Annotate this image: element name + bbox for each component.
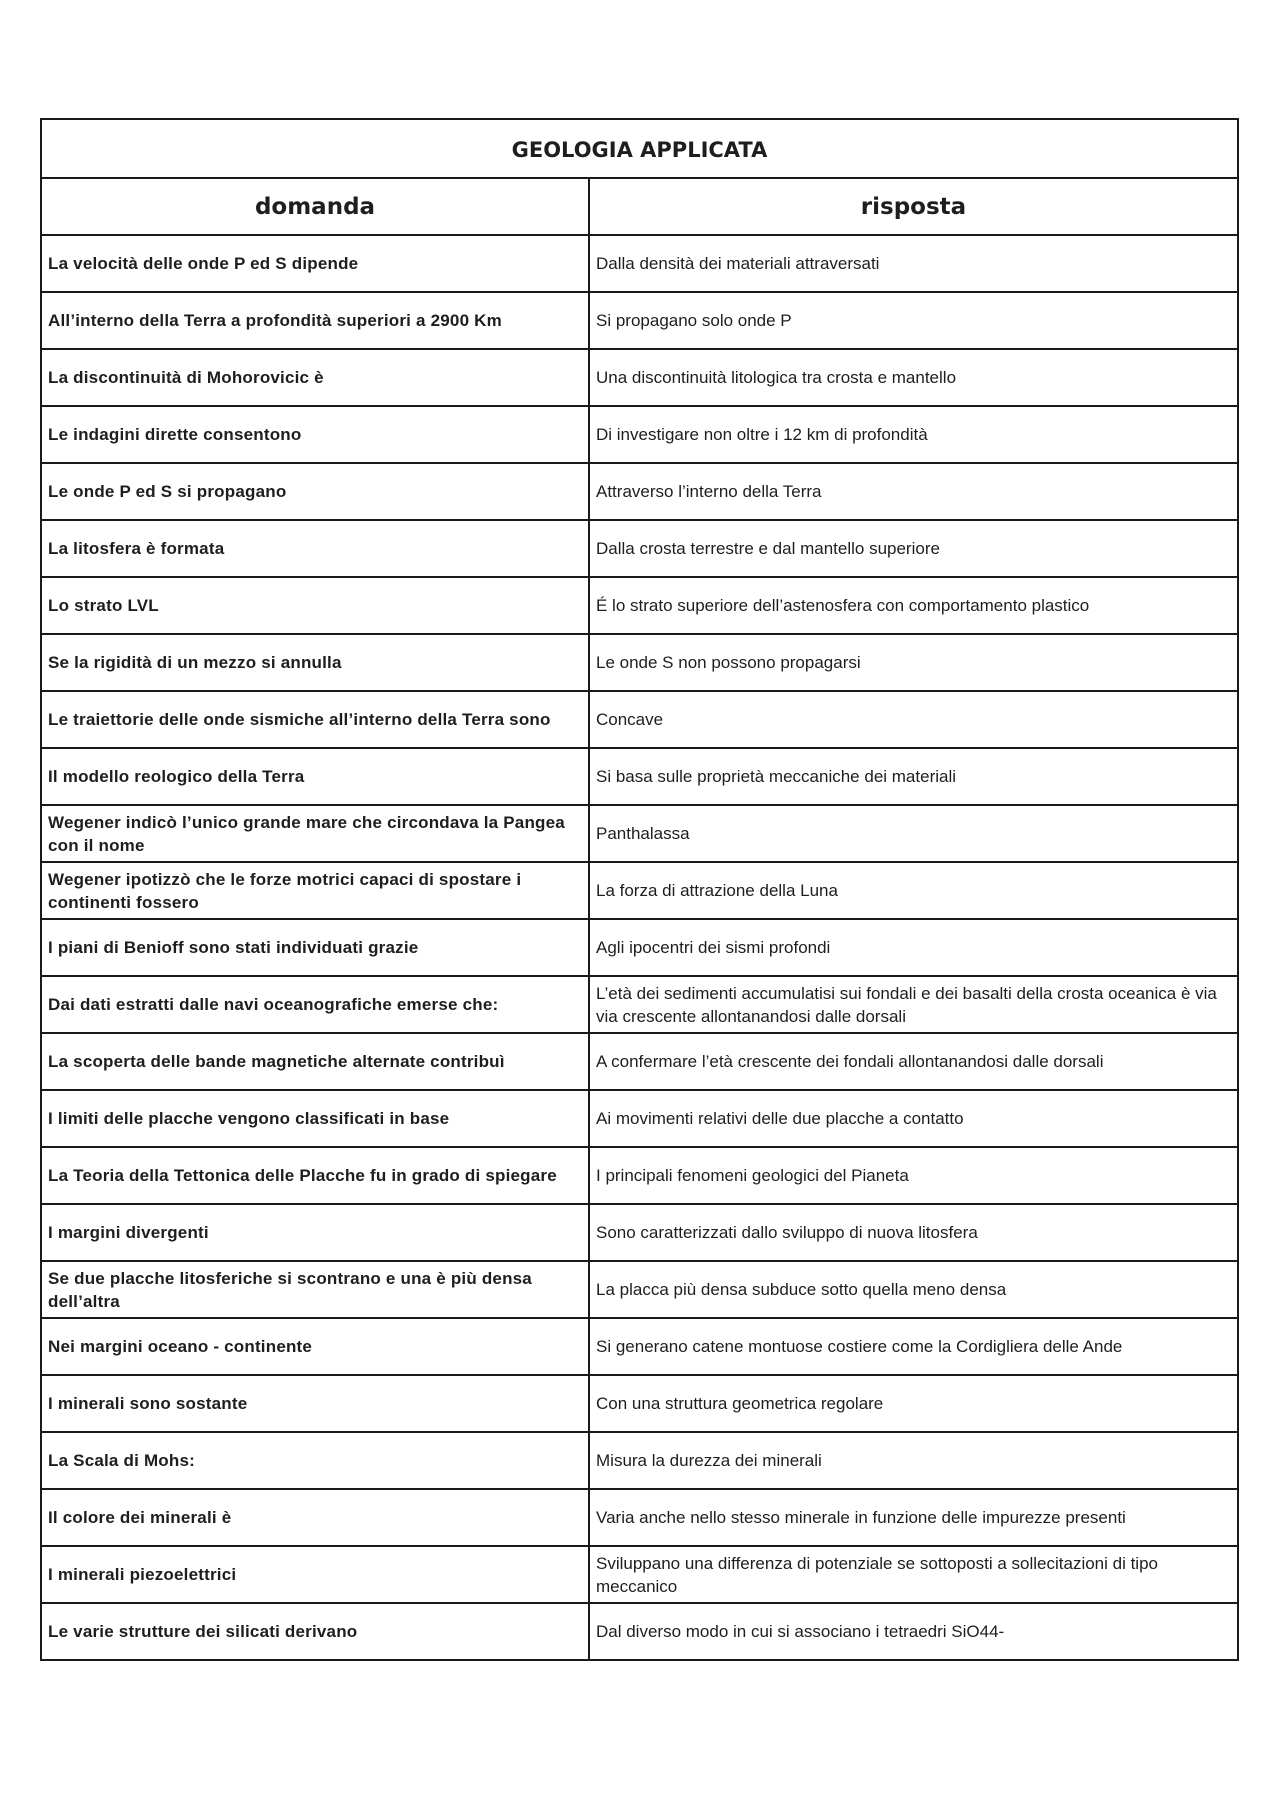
table-header-row: [41, 178, 1238, 235]
answer-cell: Si generano catene montuose costiere come la Cordigliera delle Ande: [589, 1318, 1238, 1375]
question-cell: Le varie strutture dei silicati derivano: [41, 1603, 589, 1660]
question-cell: La Scala di Mohs:: [41, 1432, 589, 1489]
answer-cell: Si basa sulle proprietà meccaniche dei materiali: [589, 748, 1238, 805]
question-cell: Wegener ipotizzò che le forze motrici capaci di spostare i continenti fossero: [41, 862, 589, 919]
table-title-row: [41, 119, 1238, 178]
table-row: [41, 1603, 1238, 1660]
answer-cell: Dalla crosta terrestre e dal mantello superiore: [589, 520, 1238, 577]
table-row: [41, 520, 1238, 577]
question-cell: Wegener indicò l’unico grande mare che circondava la Pangea con il nome: [41, 805, 589, 862]
question-cell: I piani di Benioff sono stati individuati grazie: [41, 919, 589, 976]
table-row: [41, 748, 1238, 805]
table-row: [41, 691, 1238, 748]
answer-cell: La forza di attrazione della Luna: [589, 862, 1238, 919]
answer-cell: Sviluppano una differenza di potenziale se sottoposti a sollecitazioni di tipo meccanico: [589, 1546, 1238, 1603]
header-question: domanda: [41, 178, 589, 235]
table-row: [41, 1489, 1238, 1546]
question-cell: I margini divergenti: [41, 1204, 589, 1261]
answer-cell: Dal diverso modo in cui si associano i tetraedri SiO44-: [589, 1603, 1238, 1660]
table-row: [41, 1090, 1238, 1147]
answer-cell: Si propagano solo onde P: [589, 292, 1238, 349]
question-cell: Se la rigidità di un mezzo si annulla: [41, 634, 589, 691]
qa-table: [40, 118, 1239, 1661]
table-row: [41, 463, 1238, 520]
answer-cell: Concave: [589, 691, 1238, 748]
answer-cell: Agli ipocentri dei sismi profondi: [589, 919, 1238, 976]
answer-cell: Panthalassa: [589, 805, 1238, 862]
table-row: [41, 1318, 1238, 1375]
header-answer: risposta: [589, 178, 1238, 235]
question-cell: La discontinuità di Mohorovicic è: [41, 349, 589, 406]
question-cell: Lo strato LVL: [41, 577, 589, 634]
answer-cell: Ai movimenti relativi delle due placche a contatto: [589, 1090, 1238, 1147]
answer-cell: É lo strato superiore dell’astenosfera con comportamento plastico: [589, 577, 1238, 634]
table-row: [41, 1204, 1238, 1261]
table-row: [41, 805, 1238, 862]
table-row: [41, 1546, 1238, 1603]
answer-cell: I principali fenomeni geologici del Pianeta: [589, 1147, 1238, 1204]
table-row: [41, 1147, 1238, 1204]
question-cell: La scoperta delle bande magnetiche alternate contribuì: [41, 1033, 589, 1090]
question-cell: Nei margini oceano - continente: [41, 1318, 589, 1375]
answer-cell: L’età dei sedimenti accumulatisi sui fondali e dei basalti della crosta oceanica è via via crescente allontanandosi dalle dorsali: [589, 976, 1238, 1033]
answer-cell: Misura la durezza dei minerali: [589, 1432, 1238, 1489]
question-cell: Dai dati estratti dalle navi oceanografiche emerse che:: [41, 976, 589, 1033]
answer-cell: Attraverso l’interno della Terra: [589, 463, 1238, 520]
question-cell: Il modello reologico della Terra: [41, 748, 589, 805]
table-row: [41, 634, 1238, 691]
table-row: [41, 406, 1238, 463]
table-row: [41, 862, 1238, 919]
table-row: [41, 1432, 1238, 1489]
table-row: [41, 292, 1238, 349]
answer-cell: Con una struttura geometrica regolare: [589, 1375, 1238, 1432]
question-cell: Le traiettorie delle onde sismiche all’interno della Terra sono: [41, 691, 589, 748]
table-row: [41, 919, 1238, 976]
answer-cell: Dalla densità dei materiali attraversati: [589, 235, 1238, 292]
table-row: [41, 1375, 1238, 1432]
question-cell: I minerali piezoelettrici: [41, 1546, 589, 1603]
answer-cell: Varia anche nello stesso minerale in funzione delle impurezze presenti: [589, 1489, 1238, 1546]
question-cell: Se due placche litosferiche si scontrano e una è più densa dell’altra: [41, 1261, 589, 1318]
table-row: [41, 349, 1238, 406]
table-row: [41, 235, 1238, 292]
answer-cell: Una discontinuità litologica tra crosta e mantello: [589, 349, 1238, 406]
answer-cell: La placca più densa subduce sotto quella meno densa: [589, 1261, 1238, 1318]
answer-cell: A confermare l’età crescente dei fondali allontanandosi dalle dorsali: [589, 1033, 1238, 1090]
qa-table-body: [41, 235, 1238, 1660]
question-cell: All’interno della Terra a profondità superiori a 2900 Km: [41, 292, 589, 349]
answer-cell: Di investigare non oltre i 12 km di profondità: [589, 406, 1238, 463]
question-cell: La velocità delle onde P ed S dipende: [41, 235, 589, 292]
table-row: [41, 577, 1238, 634]
question-cell: La Teoria della Tettonica delle Placche fu in grado di spiegare: [41, 1147, 589, 1204]
answer-cell: Le onde S non possono propagarsi: [589, 634, 1238, 691]
question-cell: Il colore dei minerali è: [41, 1489, 589, 1546]
question-cell: I minerali sono sostante: [41, 1375, 589, 1432]
question-cell: Le onde P ed S si propagano: [41, 463, 589, 520]
question-cell: I limiti delle placche vengono classificati in base: [41, 1090, 589, 1147]
table-title: GEOLOGIA APPLICATA: [41, 119, 1238, 178]
table-row: [41, 976, 1238, 1033]
answer-cell: Sono caratterizzati dallo sviluppo di nuova litosfera: [589, 1204, 1238, 1261]
table-row: [41, 1033, 1238, 1090]
table-row: [41, 1261, 1238, 1318]
question-cell: Le indagini dirette consentono: [41, 406, 589, 463]
question-cell: La litosfera è formata: [41, 520, 589, 577]
